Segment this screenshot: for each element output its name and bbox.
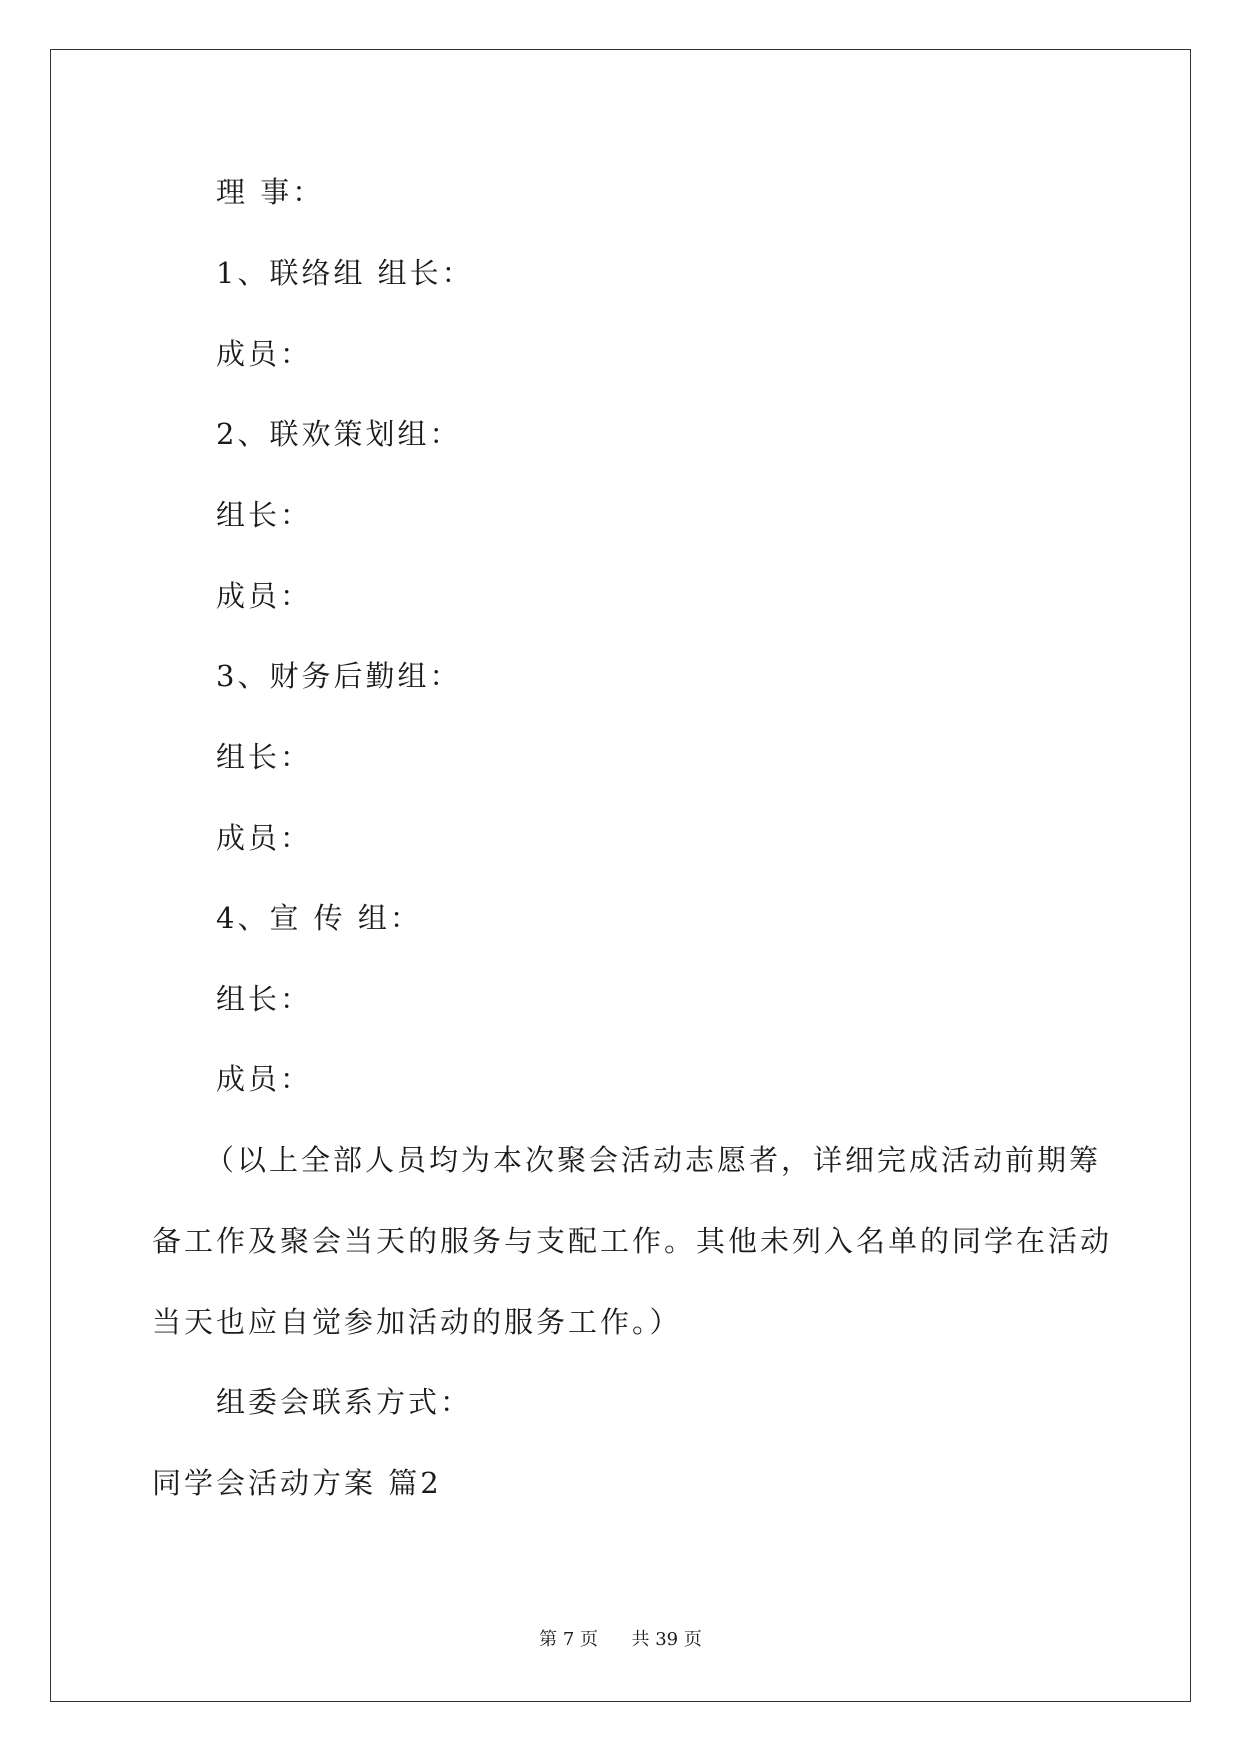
- section-heading: 同学会活动方案 篇2: [152, 1466, 442, 1500]
- members-line: 成员：: [216, 337, 313, 371]
- volunteer-note-line-2: 备工作及聚会当天的服务与支配工作。其他未列入名单的同学在活动: [152, 1224, 1113, 1258]
- leader-line: 组长：: [216, 982, 313, 1016]
- volunteer-note-line-1: （以上全部人员均为本次聚会活动志愿者，详细完成活动前期筹: [205, 1143, 1102, 1177]
- members-line: 成员：: [216, 821, 313, 855]
- finance-logistics-group-line: 3、财务后勤组：: [216, 659, 462, 693]
- committee-contact-line: 组委会联系方式：: [216, 1385, 473, 1419]
- page-total: 共 39 页: [631, 1629, 702, 1650]
- liaison-group-line: 1、联络组 组长：: [216, 256, 474, 290]
- members-line: 成员：: [216, 579, 313, 613]
- page-border: [50, 49, 1191, 1702]
- publicity-group-line: 4、宣 传 组：: [216, 901, 422, 935]
- director-line: 理 事：: [216, 175, 325, 209]
- party-planning-group-line: 2、联欢策划组：: [216, 417, 462, 451]
- leader-line: 组长：: [216, 740, 313, 774]
- page-footer: [0, 1628, 1241, 1652]
- leader-line: 组长：: [216, 498, 313, 532]
- members-line: 成员：: [216, 1062, 313, 1096]
- page-number: 第 7 页: [539, 1629, 599, 1650]
- volunteer-note-line-3: 当天也应自觉参加活动的服务工作。）: [152, 1305, 682, 1339]
